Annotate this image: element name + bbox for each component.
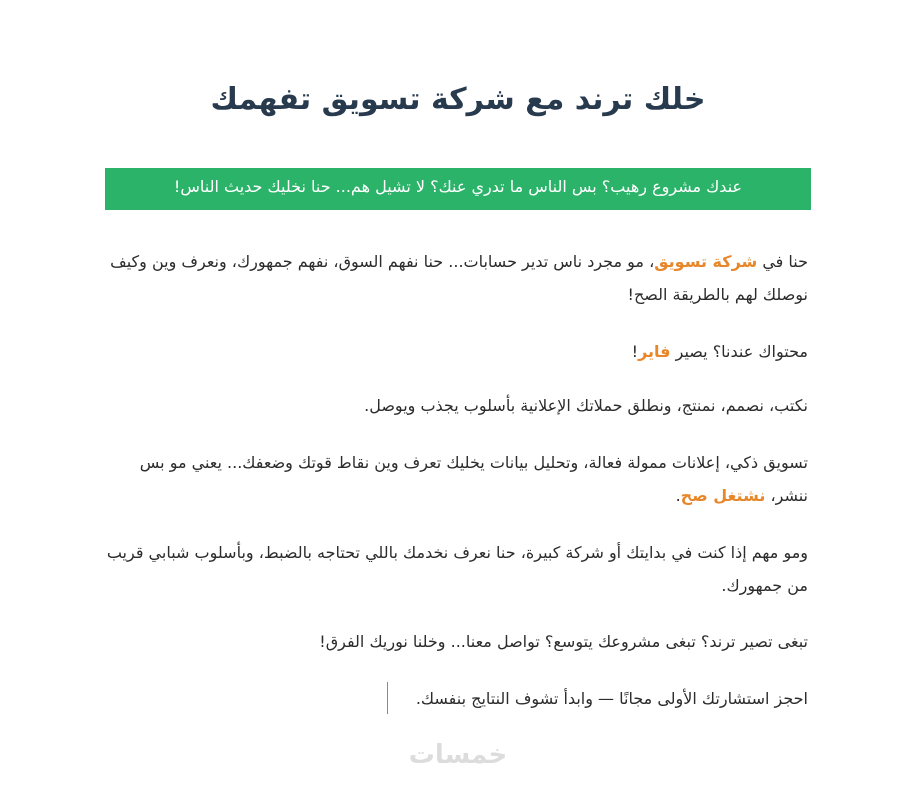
text-cursor [387,682,388,714]
paragraph-intro [106,245,808,311]
highlight-fire: فاير [638,342,671,361]
paragraph-intro-after: ، مو مجرد ناس تدير حسابات... حنا نفهم السوق، نفهم جمهورك، ونعرف وين وكيف نوصلك لهم بالطريقة الصح! [110,252,808,304]
paragraph-content-before: محتواك عندنا؟ يصير [670,342,808,361]
paragraph-smart-marketing [106,446,808,512]
page-title: خلك ترند مع شركة تسويق تفهمك [210,82,706,117]
khamsat-logo: خمسات [408,740,508,770]
intro-banner: عندك مشروع رهيب؟ بس الناس ما تدري عنك؟ لا تشيل هم... حنا نخليك حديث الناس! [105,168,811,210]
paragraph-content-after: ! [631,342,639,361]
paragraph-smart-marketing-before: تسويق ذكي، إعلانات ممولة فعالة، وتحليل بيانات يخليك تعرف وين نقاط قوتك وضعفك... يعني مو بس ننشر، [139,453,808,505]
highlight-work-right: نشتغل صح [680,486,766,505]
paragraph-book-consultation: احجز استشارتك الأولى مجانًا — وابدأ تشوف النتايج بنفسك. [415,689,808,708]
paragraph-services: نكتب، نصمم، نمنتج، ونطلق حملاتك الإعلانية بأسلوب يجذب ويوصل. [364,396,808,415]
paragraph-call-to-action: تبغى تصير ترند؟ تبغى مشروعك يتوسع؟ تواصل معنا... وخلنا نوريك الفرق! [319,632,808,651]
paragraph-smart-marketing-after: . [675,486,681,505]
paragraph-intro-before: حنا في [757,252,808,271]
highlight-marketing-company: شركة تسويق [654,252,758,271]
paragraph-content [106,335,808,368]
paragraph-any-size: ومو مهم إذا كنت في بدايتك أو شركة كبيرة، حنا نعرف نخدمك باللي تحتاجه بالضبط، وبأسلوب شبابي قريب من جمهورك. [106,543,808,595]
